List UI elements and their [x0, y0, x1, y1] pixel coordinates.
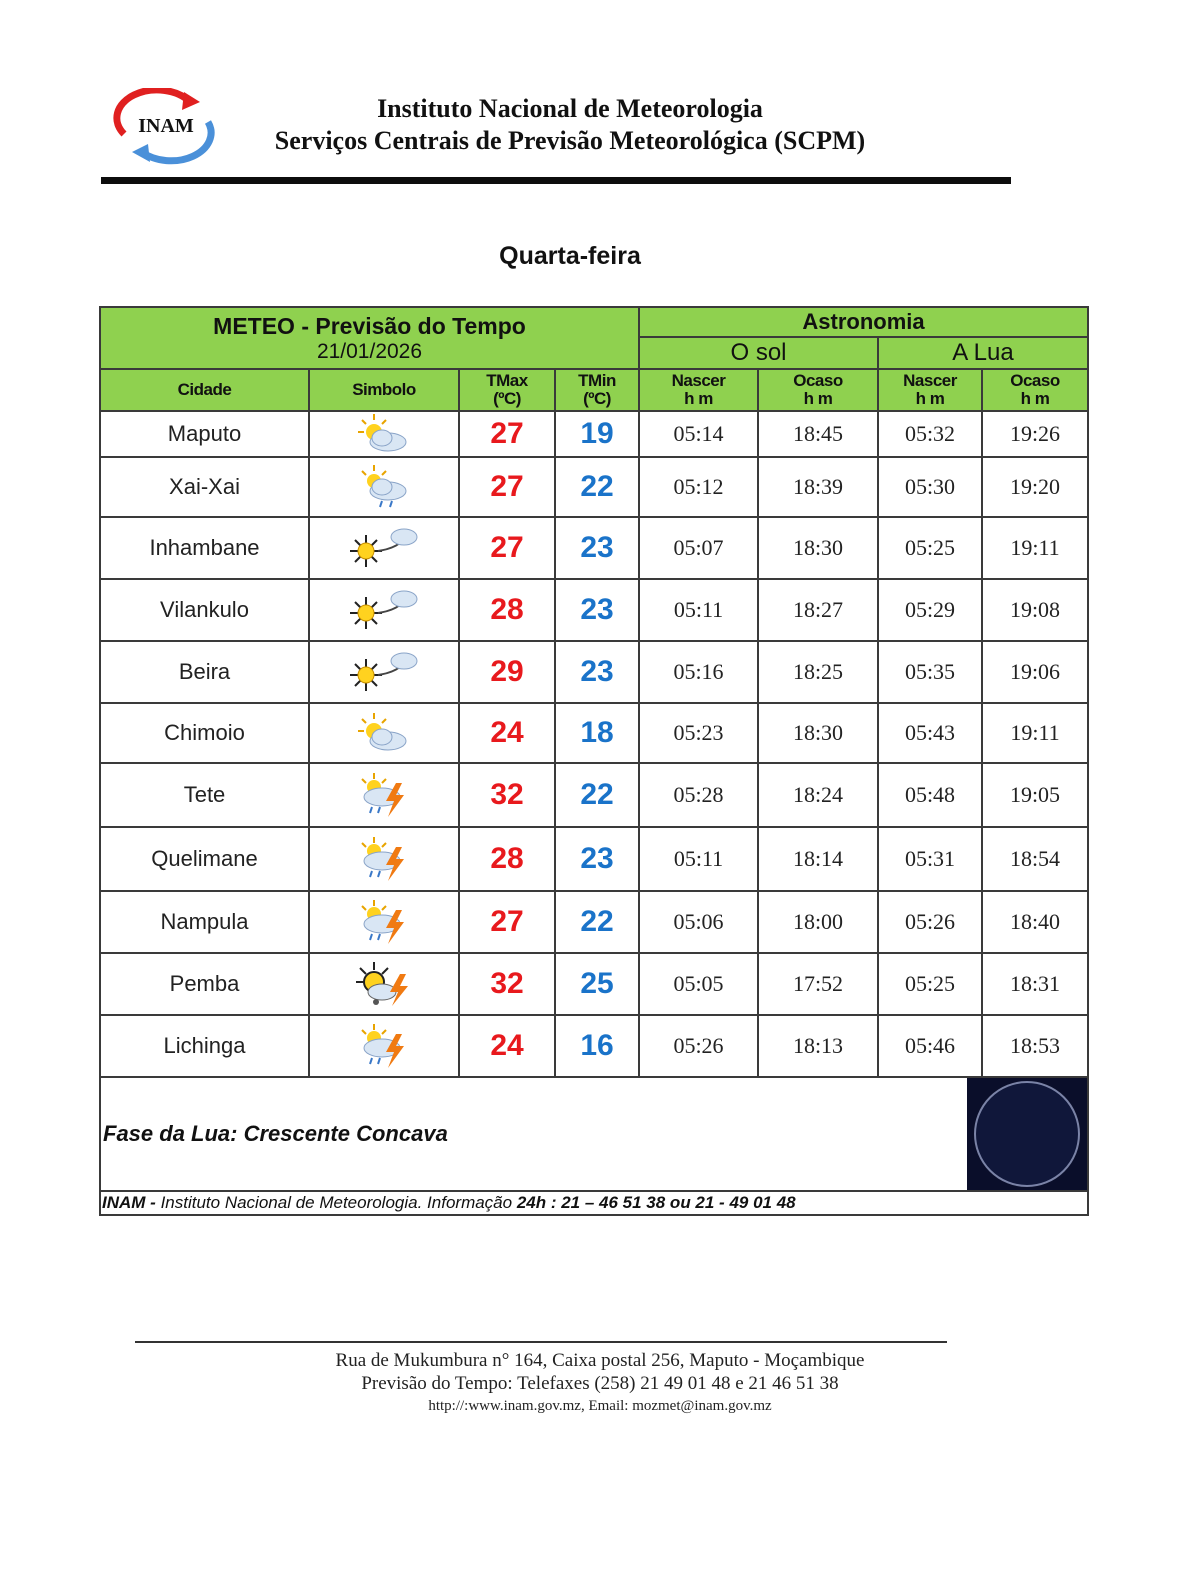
astronomy-header: Astronomia: [639, 307, 1088, 337]
moonset-cell: 19:06: [982, 641, 1088, 703]
table-row: [100, 763, 1088, 827]
sunrise-cell: 05:16: [639, 641, 758, 703]
table-row: [100, 641, 1088, 703]
sun-thunderstorm-icon: [310, 960, 458, 1008]
header-title: Instituto Nacional de Meteorologia: [377, 94, 763, 123]
sun-header: O sol: [639, 337, 878, 369]
moonrise-cell: 05:46: [878, 1015, 982, 1077]
col-tmax: TMax (ºC): [459, 369, 555, 411]
tmin-cell: 22: [555, 763, 639, 827]
sun-cloud-wind-icon: [310, 587, 458, 633]
table-row: [100, 1015, 1088, 1077]
col-moon-rise: Nascer h m: [878, 369, 982, 411]
tmin-cell: 18: [555, 703, 639, 763]
table-row: [100, 891, 1088, 953]
moonset-cell: 19:11: [982, 517, 1088, 579]
city-cell: Beira: [100, 641, 309, 703]
sunrise-cell: 05:11: [639, 827, 758, 891]
tmin-cell: 23: [555, 579, 639, 641]
moonrise-cell: 05:26: [878, 891, 982, 953]
footer-divider: [135, 1341, 947, 1343]
thunderstorm-icon: [310, 1022, 458, 1070]
tmax-cell: 27: [459, 411, 555, 457]
info-phones: 24h : 21 – 46 51 38 ou 21 - 49 01 48: [516, 1193, 796, 1212]
weather-icon-cell: [309, 1015, 459, 1077]
partly-cloudy-icon: [310, 711, 458, 755]
table-row: [100, 953, 1088, 1015]
moon-phase-icon: [967, 1078, 1087, 1190]
city-cell: Nampula: [100, 891, 309, 953]
sunrise-cell: 05:11: [639, 579, 758, 641]
sun-cloud-wind-icon: [310, 525, 458, 571]
thunderstorm-icon: [310, 771, 458, 819]
moon-phase-cell: [100, 1077, 1088, 1191]
info-lead: INAM -: [102, 1193, 156, 1212]
moonrise-cell: 05:35: [878, 641, 982, 703]
city-cell: Maputo: [100, 411, 309, 457]
inam-logo: [112, 88, 220, 166]
svg-text:INAM: INAM: [138, 115, 194, 137]
tmin-cell: 23: [555, 641, 639, 703]
city-cell: Pemba: [100, 953, 309, 1015]
header-subtitle: Serviços Centrais de Previsão Meteorológica (SCPM): [274, 126, 866, 155]
weather-icon-cell: [309, 517, 459, 579]
tmin-cell: 19: [555, 411, 639, 457]
col-symbol: Simbolo: [309, 369, 459, 411]
sunset-cell: 18:39: [758, 457, 878, 517]
tmax-cell: 28: [459, 579, 555, 641]
city-cell: Lichinga: [100, 1015, 309, 1077]
sunset-cell: 18:30: [758, 517, 878, 579]
sunrise-cell: 05:14: [639, 411, 758, 457]
moonset-cell: 19:26: [982, 411, 1088, 457]
weather-icon-cell: [309, 703, 459, 763]
forecast-table: [99, 306, 1089, 1216]
moonset-cell: 19:20: [982, 457, 1088, 517]
tmax-cell: 29: [459, 641, 555, 703]
col-city: Cidade: [100, 369, 309, 411]
sunrise-cell: 05:05: [639, 953, 758, 1015]
info-line: [100, 1191, 1088, 1215]
table-row: [100, 457, 1088, 517]
weather-icon-cell: [309, 411, 459, 457]
weather-icon-cell: [309, 953, 459, 1015]
sunset-cell: 18:00: [758, 891, 878, 953]
moonrise-cell: 05:30: [878, 457, 982, 517]
thunderstorm-icon: [310, 898, 458, 946]
sunrise-cell: 05:12: [639, 457, 758, 517]
partly-cloudy-icon: [310, 412, 458, 456]
tmin-cell: 22: [555, 457, 639, 517]
table-row: [100, 703, 1088, 763]
sunrise-cell: 05:26: [639, 1015, 758, 1077]
sunrise-cell: 05:28: [639, 763, 758, 827]
table-row: [100, 517, 1088, 579]
tmax-cell: 24: [459, 703, 555, 763]
moonrise-cell: 05:25: [878, 517, 982, 579]
forecast-date: 21/01/2026: [316, 340, 423, 363]
moonset-cell: 19:05: [982, 763, 1088, 827]
moonrise-cell: 05:31: [878, 827, 982, 891]
moon-header: A Lua: [878, 337, 1088, 369]
moonset-cell: 19:08: [982, 579, 1088, 641]
city-cell: Quelimane: [100, 827, 309, 891]
city-cell: Chimoio: [100, 703, 309, 763]
tmin-cell: 25: [555, 953, 639, 1015]
tmax-cell: 27: [459, 457, 555, 517]
sun-cloud-wind-icon: [310, 649, 458, 695]
meteo-header: [100, 307, 639, 369]
footer-web: http://:www.inam.gov.mz, Email: mozmet@inam.gov.mz: [428, 1398, 772, 1414]
sunset-cell: 18:13: [758, 1015, 878, 1077]
table-row: [100, 411, 1088, 457]
weather-icon-cell: [309, 827, 459, 891]
sunset-cell: 18:45: [758, 411, 878, 457]
tmax-cell: 32: [459, 953, 555, 1015]
sunset-cell: 18:30: [758, 703, 878, 763]
city-cell: Xai-Xai: [100, 457, 309, 517]
table-row: [100, 579, 1088, 641]
tmax-cell: 27: [459, 891, 555, 953]
sunset-cell: 18:24: [758, 763, 878, 827]
weather-icon-cell: [309, 641, 459, 703]
footer-address: Rua de Mukumbura n° 164, Caixa postal 256, Maputo - Moçambique: [335, 1350, 865, 1371]
sunset-cell: 18:25: [758, 641, 878, 703]
moonset-cell: 18:53: [982, 1015, 1088, 1077]
col-moon-set: Ocaso h m: [982, 369, 1088, 411]
moon-phase-label: Fase da Lua: Crescente Concava: [103, 1121, 448, 1146]
sunset-cell: 17:52: [758, 953, 878, 1015]
moonrise-cell: 05:29: [878, 579, 982, 641]
moonset-cell: 18:31: [982, 953, 1088, 1015]
partly-cloudy-rain-icon: [310, 463, 458, 511]
info-text: Instituto Nacional de Meteorologia. Informação: [160, 1193, 513, 1212]
moonrise-cell: 05:32: [878, 411, 982, 457]
day-heading: Quarta-feira: [499, 242, 641, 270]
weather-icon-cell: [309, 457, 459, 517]
moonset-cell: 19:11: [982, 703, 1088, 763]
footer-phones: Previsão do Tempo: Telefaxes (258) 21 49 01 48 e 21 46 51 38: [361, 1373, 839, 1394]
tmax-cell: 32: [459, 763, 555, 827]
city-cell: Vilankulo: [100, 579, 309, 641]
city-cell: Inhambane: [100, 517, 309, 579]
tmax-cell: 28: [459, 827, 555, 891]
header-divider: [101, 177, 1011, 184]
moonset-cell: 18:40: [982, 891, 1088, 953]
tmin-cell: 22: [555, 891, 639, 953]
sunrise-cell: 05:07: [639, 517, 758, 579]
sunset-cell: 18:27: [758, 579, 878, 641]
weather-icon-cell: [309, 891, 459, 953]
thunderstorm-icon: [310, 835, 458, 883]
city-cell: Tete: [100, 763, 309, 827]
moonrise-cell: 05:43: [878, 703, 982, 763]
tmin-cell: 16: [555, 1015, 639, 1077]
moonset-cell: 18:54: [982, 827, 1088, 891]
weather-icon-cell: [309, 579, 459, 641]
tmax-cell: 27: [459, 517, 555, 579]
sunrise-cell: 05:06: [639, 891, 758, 953]
tmin-cell: 23: [555, 827, 639, 891]
col-sun-rise: Nascer h m: [639, 369, 758, 411]
weather-icon-cell: [309, 763, 459, 827]
tmin-cell: 23: [555, 517, 639, 579]
table-row: [100, 827, 1088, 891]
sunrise-cell: 05:23: [639, 703, 758, 763]
tmax-cell: 24: [459, 1015, 555, 1077]
sunset-cell: 18:14: [758, 827, 878, 891]
moonrise-cell: 05:25: [878, 953, 982, 1015]
col-tmin: TMin (ºC): [555, 369, 639, 411]
moonrise-cell: 05:48: [878, 763, 982, 827]
col-sun-set: Ocaso h m: [758, 369, 878, 411]
meteo-title: METEO - Previsão do Tempo: [213, 313, 526, 339]
